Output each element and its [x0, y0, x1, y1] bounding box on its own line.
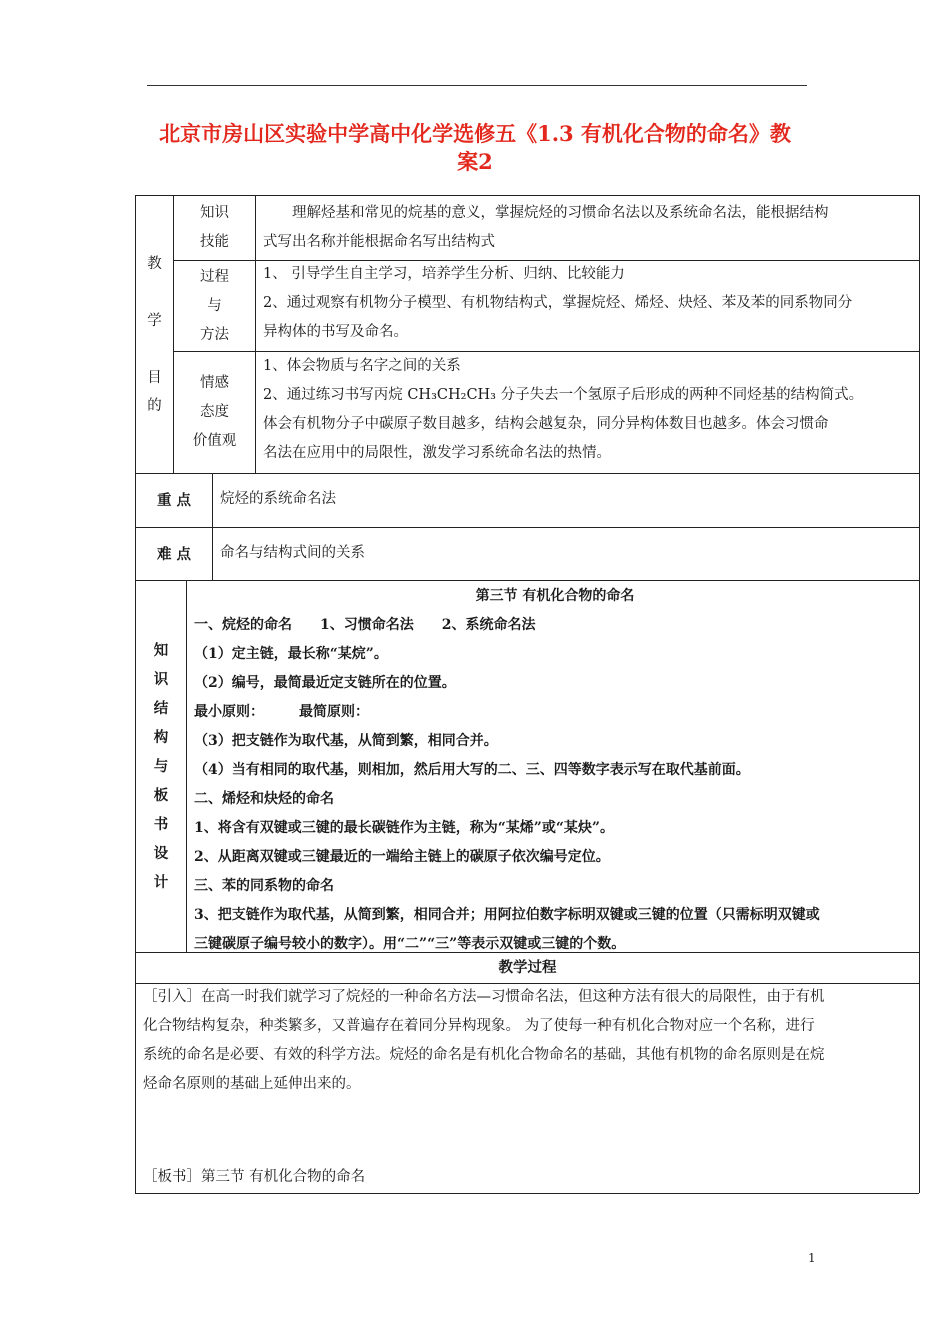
knowledge-skills-label [174, 196, 255, 260]
content-line: 2、通过练习书写丙烷 CH₃CH₂CH₃ 分子失去一个氢原子后形成的两种不同烃基的结构简式。 [263, 387, 864, 403]
label-char: 结 [153, 700, 169, 717]
label-char: 书 [153, 816, 169, 833]
content-line: 式写出名称并能根据命名写出结构式 [263, 234, 495, 250]
objectives-label-char: 学 [147, 312, 162, 329]
label-char: 构 [153, 729, 169, 746]
board-line: 2、从距离双键或三键最近的一端给主链上的碳原子依次编号定位。 [194, 849, 610, 865]
sub-label-line: 方法 [200, 326, 229, 343]
sub-label-line: 与 [207, 297, 222, 314]
label-char: 板 [153, 787, 169, 804]
row-divider [135, 473, 919, 474]
title-line-2: 案2 [457, 149, 493, 174]
board-line: （3）把支链作为取代基，从简到繁，相同合并。 [194, 733, 498, 749]
intro-line: ［引入］在高一时我们就学习了烷烃的一种命名方法—习惯命名法，但这种方法有很大的局限性，由于有机 [143, 989, 825, 1005]
row-divider [135, 527, 919, 528]
knowledge-structure-content [194, 582, 916, 959]
intro-line: 化合物结构复杂，种类繁多，又普遍存在着同分异构现象。 为了使每一种有机化合物对应一个名称，进行 [143, 1018, 815, 1034]
sub-label-line: 情感 [200, 375, 229, 391]
difficulty-label: 难 点 [156, 545, 192, 563]
board-line: 三、苯的同系物的命名 [194, 878, 334, 894]
knowledge-skills-content [263, 199, 915, 257]
sub-label-line: 技能 [200, 234, 229, 250]
title-line-1: 北京市房山区实验中学高中化学选修五《1.3 有机化合物的命名》教 [159, 121, 791, 146]
table-border-bottom [135, 1193, 919, 1194]
label-char: 设 [153, 845, 169, 862]
label-char: 知 [153, 642, 169, 659]
intro-line: 系统的命名是必要、有效的科学方法。烷烃的命名是有机化合物命名的基础，其他有机物的命名原则是在烷 [143, 1047, 825, 1063]
key-point-label: 重 点 [156, 492, 192, 509]
document-title [130, 120, 820, 176]
board-line: 3、把支链作为取代基，从简到繁，相同合并；用阿拉伯数字标明双键或三键的位置（只需标明双键或 [194, 907, 820, 923]
content-line: 1、体会物质与名字之间的关系 [263, 358, 461, 374]
content-line: 理解烃基和常见的烷基的意义，掌握烷烃的习惯命名法以及系统命名法，能根据结构 [263, 205, 829, 221]
page-number: 1 [808, 1251, 816, 1265]
difficulty-content: 命名与结构式间的关系 [220, 545, 365, 561]
process-method-label [174, 261, 255, 351]
objectives-label [136, 196, 173, 473]
content-line: 2、通过观察有机物分子模型、有机物结构式，掌握烷烃、烯烃、炔烃、苯及苯的同系物同分 [263, 295, 853, 311]
objectives-label-char: 的 [147, 397, 162, 414]
board-line: （4）当有相同的取代基，则相加，然后用大写的二、三、四等数字表示写在取代基前面。 [194, 762, 750, 778]
content-line: 名法在应用中的局限性，激发学习系统命名法的热情。 [263, 445, 611, 461]
process-method-content [263, 260, 915, 347]
sub-label-line: 价值观 [192, 433, 237, 449]
teaching-process-intro [143, 983, 915, 1099]
attitude-values-label [174, 352, 255, 473]
column-divider [212, 473, 213, 580]
attitude-values-content [263, 352, 915, 468]
column-divider [186, 580, 187, 952]
row-divider [135, 580, 919, 581]
board-note: ［板书］第三节 有机化合物的命名 [143, 1169, 366, 1185]
intro-line: 烃命名原则的基础上延伸出来的。 [143, 1076, 361, 1092]
sub-label-line: 知识 [200, 205, 229, 221]
sub-label-line: 过程 [200, 268, 229, 285]
board-line: 一、烷烃的命名 1、习惯命名法 2、系统命名法 [194, 617, 536, 633]
label-char: 识 [153, 671, 169, 688]
knowledge-structure-label [136, 581, 186, 952]
header-rule [147, 85, 807, 86]
board-line: 三键碳原子编号较小的数字）。用“二”“三”等表示双键或三键的个数。 [194, 936, 626, 952]
board-line: 最小原则： 最简原则： [194, 704, 369, 720]
content-line: 体会有机物分子中碳原子数目越多，结构会越复杂，同分异构体数目也越多。体会习惯命 [263, 416, 829, 432]
teaching-process-heading: 教学过程 [498, 959, 557, 976]
board-line: （1）定主链，最长称“某烷”。 [194, 646, 388, 662]
section-heading: 第三节 有机化合物的命名 [475, 588, 635, 604]
column-divider [255, 195, 256, 473]
label-char: 计 [153, 874, 169, 891]
objectives-label-char: 教 [147, 255, 162, 272]
board-line: 二、烯烃和炔烃的命名 [194, 791, 334, 807]
objectives-label-char: 目 [147, 369, 162, 386]
sub-label-line: 态度 [200, 404, 229, 420]
board-line: （2）编号，最简最近定支链所在的位置。 [194, 675, 456, 691]
table-border-right [919, 195, 920, 1193]
content-line: 1、 引导学生自主学习，培养学生分析、归纳、比较能力 [263, 266, 625, 282]
key-point-content: 烷烃的系统命名法 [220, 491, 336, 507]
content-line: 异构体的书写及命名。 [263, 324, 408, 340]
board-line: 1、将含有双键或三键的最长碳链作为主链，称为“某烯”或“某炔”。 [194, 820, 614, 836]
label-char: 与 [153, 758, 169, 775]
